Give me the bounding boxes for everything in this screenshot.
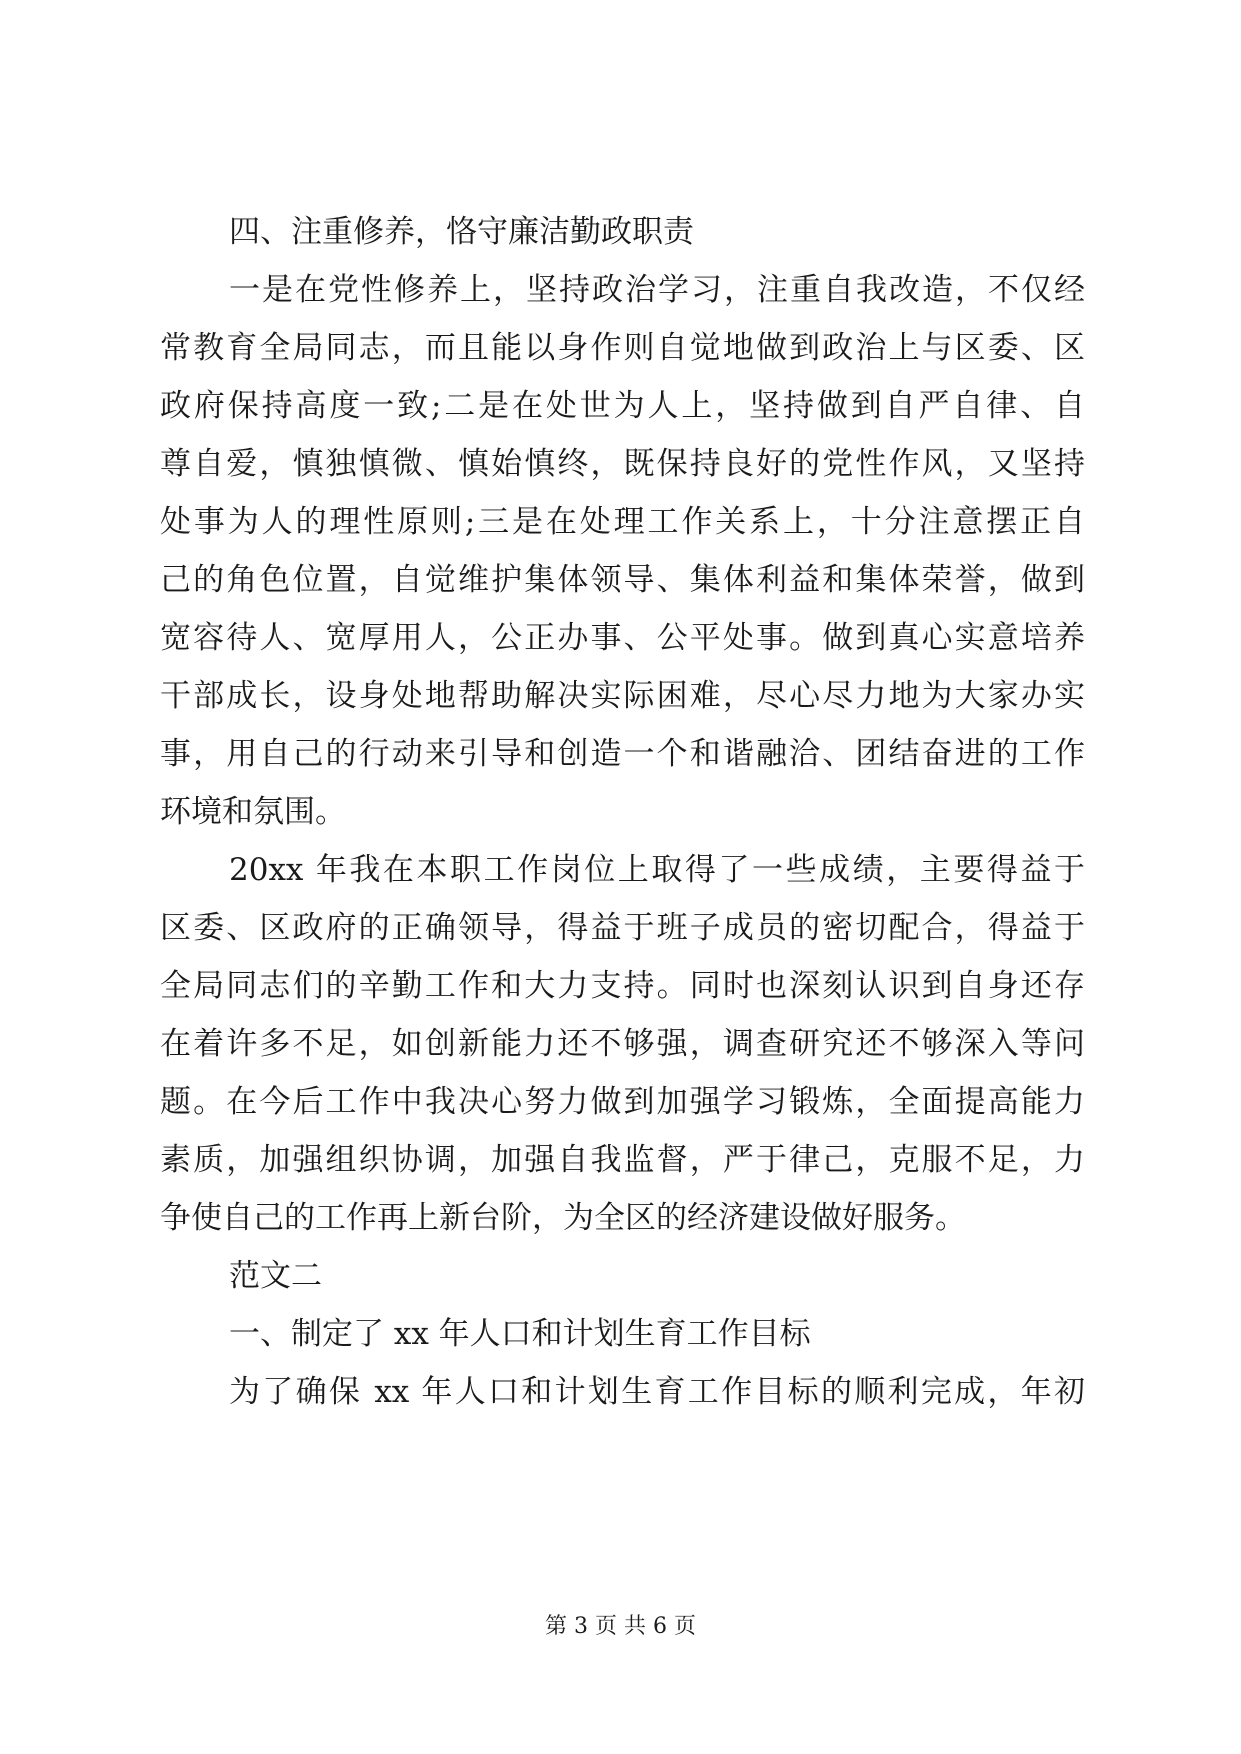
paragraph-line: 题。在今后工作中我决心努力做到加强学习锻炼，全面提高能力 [160, 1084, 1085, 1120]
paragraph-line: 为了确保 xx 年人口和计划生育工作目标的顺利完成，年初 [229, 1374, 1085, 1410]
paragraph-line: 宽容待人、宽厚用人，公正办事、公平处事。做到真心实意培养 [160, 620, 1085, 656]
paragraph-line: 事，用自己的行动来引导和创造一个和谐融洽、团结奋进的工作 [160, 736, 1085, 772]
paragraph-line: 20xx 年我在本职工作岗位上取得了一些成绩，主要得益于 [229, 852, 1085, 888]
paragraph-line: 全局同志们的辛勤工作和大力支持。同时也深刻认识到自身还存 [160, 968, 1085, 1004]
section-heading: 一、制定了 xx 年人口和计划生育工作目标 [229, 1316, 811, 1352]
paragraph-line: 争使自己的工作再上新台阶，为全区的经济建设做好服务。 [160, 1200, 966, 1236]
paragraph-line: 一是在党性修养上，坚持政治学习，注重自我改造，不仅经 [229, 272, 1085, 308]
page-number-footer: 第 3 页 共 6 页 [545, 1614, 696, 1639]
paragraph-line: 己的角色位置，自觉维护集体领导、集体利益和集体荣誉，做到 [160, 562, 1085, 598]
paragraph-line: 尊自爱，慎独慎微、慎始慎终，既保持良好的党性作风，又坚持 [160, 446, 1085, 482]
section-heading: 范文二 [229, 1258, 322, 1294]
paragraph-line: 处事为人的理性原则;三是在处理工作关系上，十分注意摆正自 [160, 504, 1085, 540]
paragraph-line: 素质，加强组织协调，加强自我监督，严于律己，克服不足，力 [160, 1142, 1085, 1178]
section-heading: 四、注重修养，恪守廉洁勤政职责 [229, 214, 694, 250]
paragraph-line: 区委、区政府的正确领导，得益于班子成员的密切配合，得益于 [160, 910, 1085, 946]
paragraph-line: 干部成长，设身处地帮助解决实际困难，尽心尽力地为大家办实 [160, 678, 1085, 714]
paragraph-line: 环境和氛围。 [160, 794, 346, 830]
paragraph-line: 常教育全局同志，而且能以身作则自觉地做到政治上与区委、区 [160, 330, 1085, 366]
paragraph-line: 政府保持高度一致;二是在处世为人上，坚持做到自严自律、自 [160, 388, 1085, 424]
paragraph-line: 在着许多不足，如创新能力还不够强，调查研究还不够深入等问 [160, 1026, 1085, 1062]
